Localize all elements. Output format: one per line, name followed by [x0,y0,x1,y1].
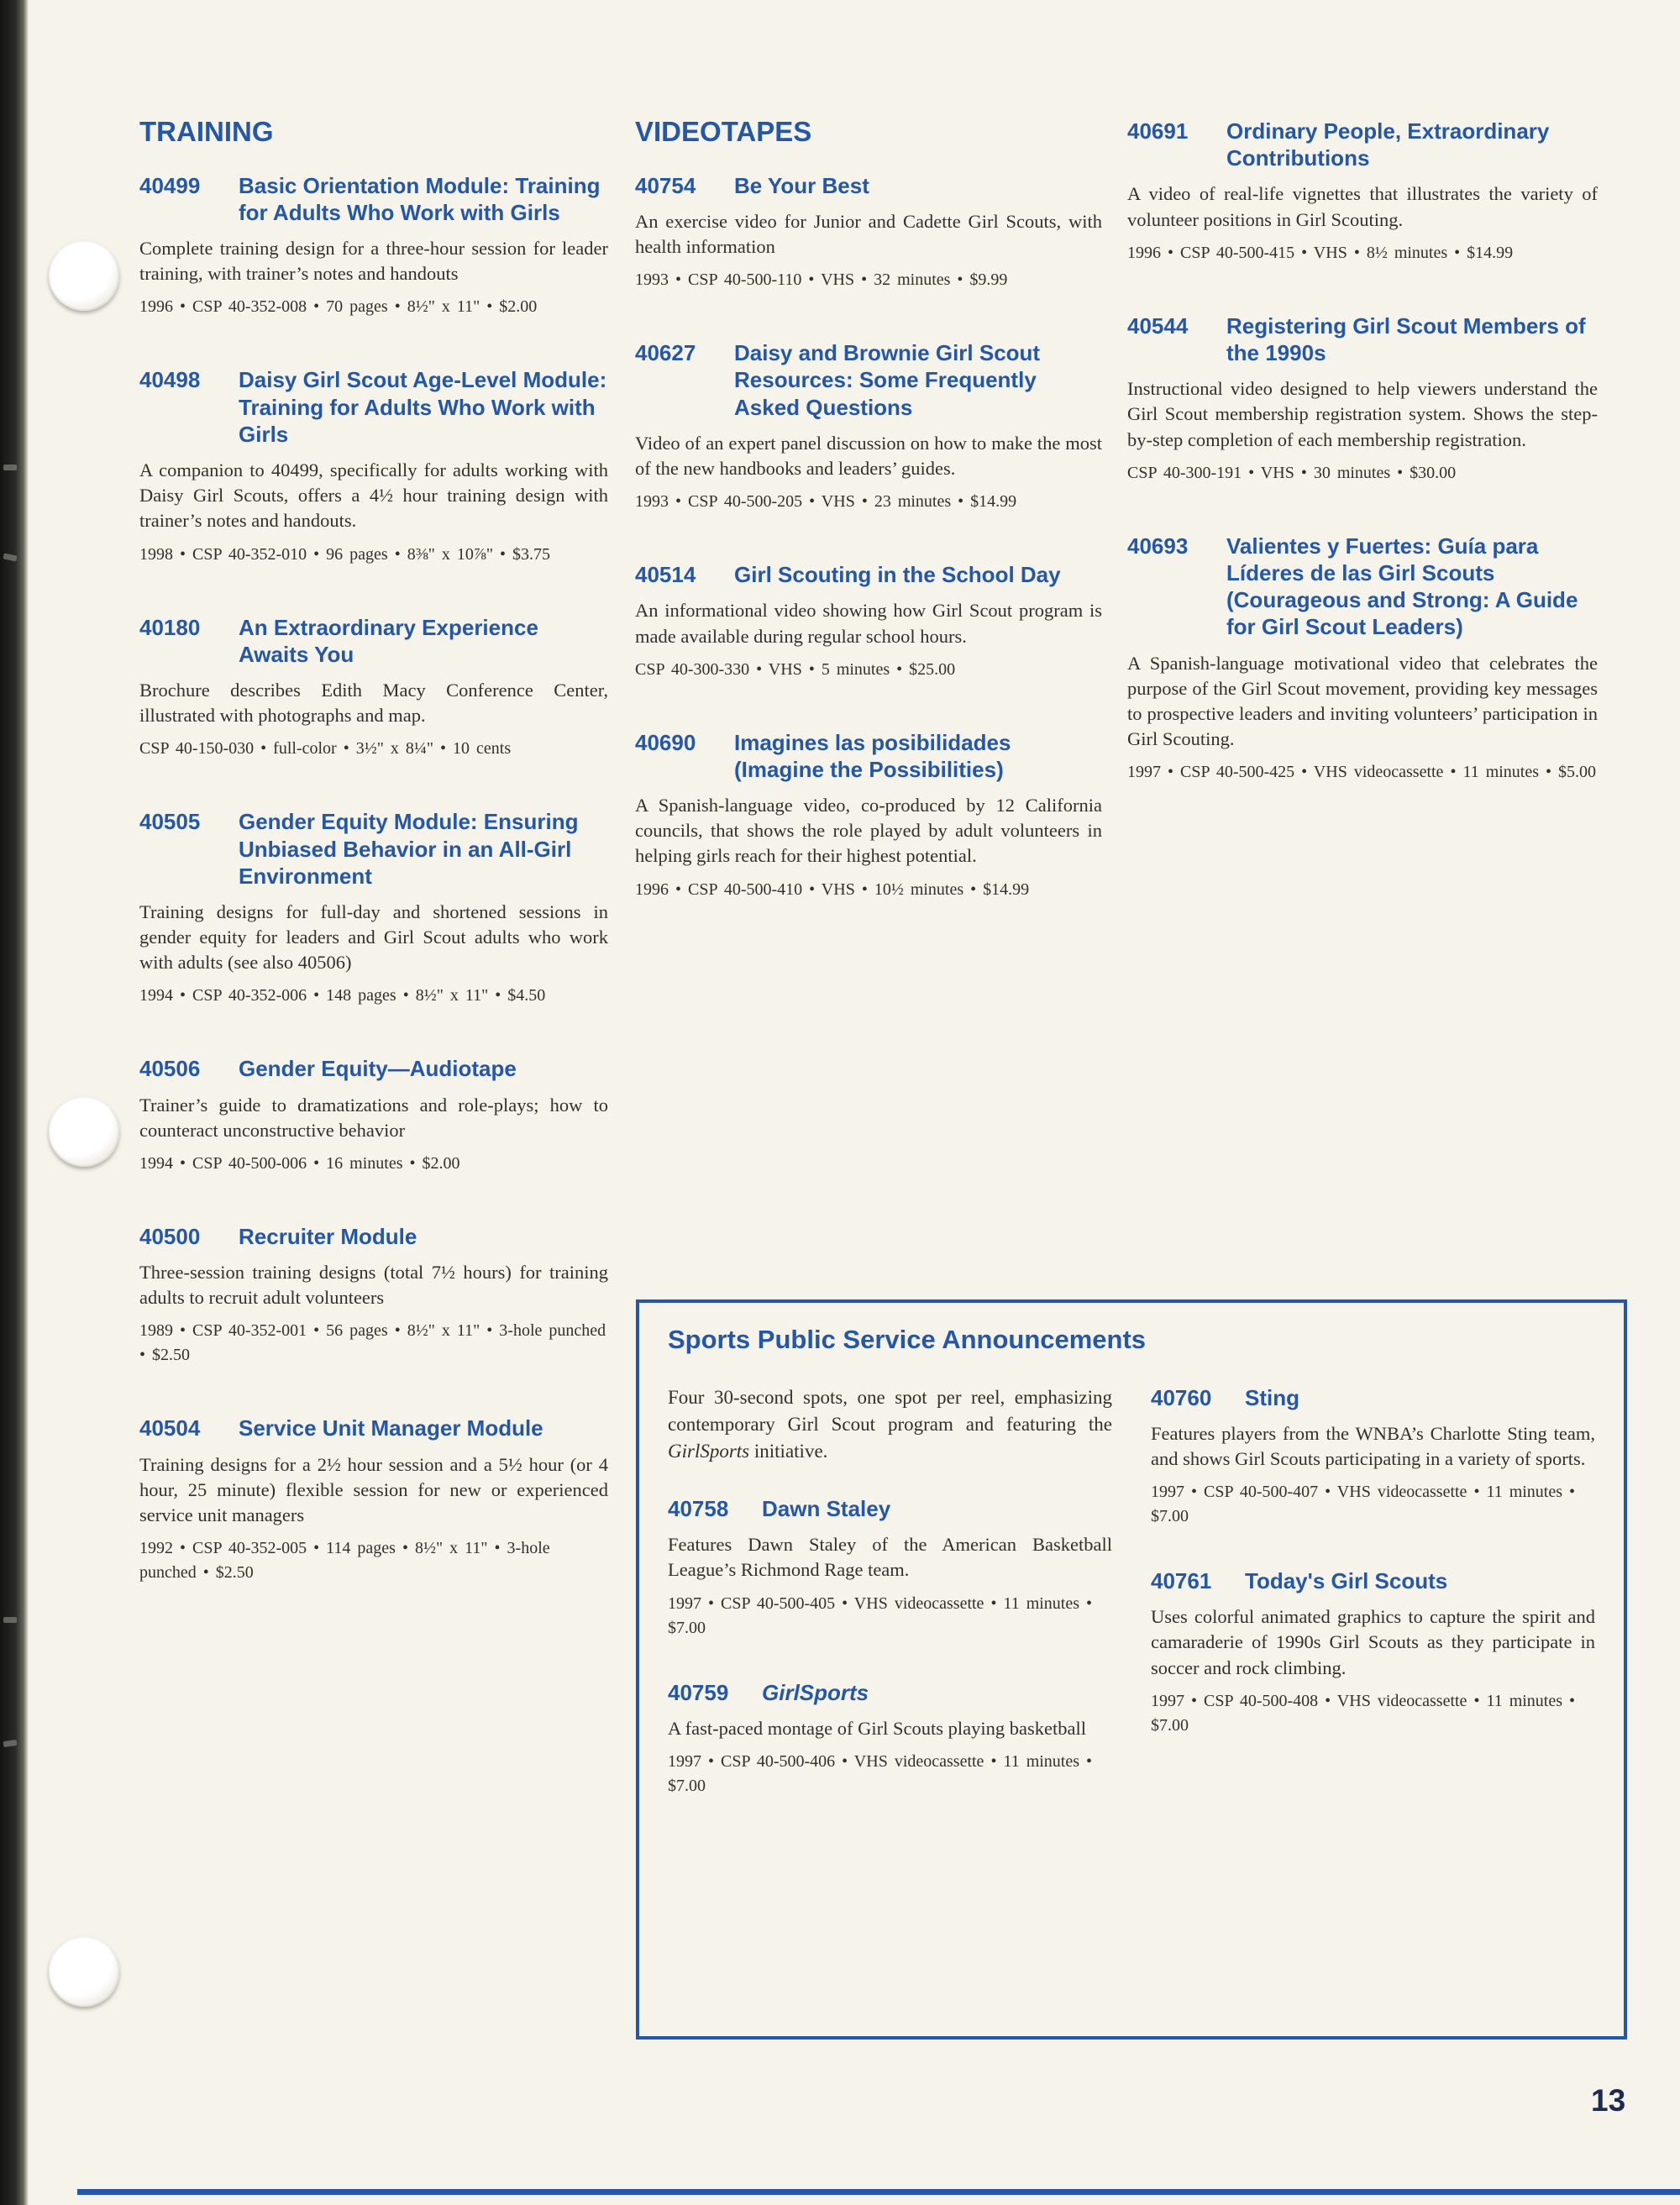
catalog-item-40499 [139,172,608,320]
bottom-rule [77,2189,1680,2195]
catalog-item-40498 [139,366,608,566]
item-details: 1997 • CSP 40-500-425 • VHS videocassette • 11 minutes • $5.00 [1127,763,1597,782]
catalog-item-40505 [139,808,608,1008]
sports-box-columns [668,1384,1595,1837]
item-details: 1997 • CSP 40-500-407 • VHS videocassette • 11 minutes • $7.00 [1151,1483,1576,1526]
item-heading [635,729,1102,783]
item-details: 1997 • CSP 40-500-406 • VHS videocassette • 11 minutes • $7.00 [668,1752,1093,1795]
item-number: 40761 [1151,1568,1212,1594]
item-number: 40499 [139,172,201,198]
item-number: 40760 [1151,1384,1212,1410]
item-title: Sting [1245,1384,1299,1410]
catalog-item-40758 [668,1495,1112,1641]
item-title: Today's Girl Scouts [1245,1568,1448,1594]
punch-hole [49,240,119,311]
catalog-item-40544 [1127,312,1598,486]
item-number: 40759 [668,1679,729,1705]
sports-intro-girlsports: GirlSports [668,1440,750,1462]
item-title: Service Unit Manager Module [239,1415,543,1441]
item-number: 40691 [1127,118,1189,144]
item-title: Girl Scouting in the School Day [734,562,1061,588]
item-number: 40544 [1127,312,1189,339]
catalog-item-40759 [668,1679,1112,1798]
item-description: Training designs for a 2½ hour session and a 5½ hour (or 4 hour, 25 minute) flexible session for new or experienced service unit managers [139,1453,608,1525]
item-heading [139,1415,608,1441]
item-title: Valientes y Fuertes: Guía para Líderes de las Girl Scouts (Courageous and Strong: A Guide for Girl Scout Leaders) [1226,533,1578,640]
item-details: 1992 • CSP 40-352-005 • 114 pages • 8½" x 11" • 3-hole punched • $2.50 [139,1539,550,1583]
item-heading [139,172,608,226]
videotapes-column-continued [1127,118,1598,832]
item-heading [1127,118,1598,171]
item-details: 1993 • CSP 40-500-205 • VHS • 23 minutes • $14.99 [635,492,1017,512]
item-heading [1151,1384,1595,1411]
item-heading [139,808,608,890]
item-heading [635,561,1102,588]
item-description: Video of an expert panel discussion on how to make the most of the new handbooks and leaders’ guides. [635,432,1102,479]
item-details: 1998 • CSP 40-352-010 • 96 pages • 8⅜" x 10⅞" • $3.75 [139,544,551,564]
item-description: A fast-paced montage of Girl Scouts playing basketball [668,1717,1086,1739]
punch-hole [49,1096,119,1167]
catalog-item-40691 [1127,118,1598,265]
item-title: Gender Equity Module: Ensuring Unbiased Behavior in an All-Girl Environment [239,809,579,889]
sports-intro [668,1384,1112,1466]
item-title: GirlSports [762,1679,869,1705]
scan-mark [3,1617,17,1623]
item-description: Uses colorful animated graphics to capture the spirit and camaraderie of 1990s Girl Scouts as they participate in soccer and rock climbing. [1151,1606,1595,1678]
item-details: CSP 40-300-330 • VHS • 5 minutes • $25.00 [635,659,956,679]
item-number: 40506 [139,1056,201,1082]
item-title: Ordinary People, Extraordinary Contributions [1226,118,1550,171]
item-description: Brochure describes Edith Macy Conference Center, illustrated with photographs and map. [139,679,608,727]
sports-intro-text: initiative. [749,1440,828,1462]
catalog-item-40500 [139,1223,608,1368]
catalog-item-40627 [635,339,1102,514]
item-details: 1996 • CSP 40-352-008 • 70 pages • 8½" x 11" • $2.00 [139,297,538,317]
item-number: 40180 [139,614,201,640]
item-heading [635,339,1102,421]
item-description: Training designs for full-day and shortened sessions in gender equity for leaders and Girl Scout adults who work with adults (see also 40506) [139,900,608,974]
catalog-item-40693 [1127,533,1598,785]
item-description: A Spanish-language motivational video that celebrates the purpose of the Girl Scout movement, providing key messages to prospective leaders and inviting volunteers’ participation in Girl Scouting. [1127,652,1598,749]
item-description: Trainer’s guide to dramatizations and role-plays; how to counteract unconstructive behavior [139,1094,608,1141]
item-title: Recruiter Module [239,1223,417,1249]
item-number: 40504 [139,1415,201,1441]
item-details: 1994 • CSP 40-500-006 • 16 minutes • $2.00 [139,1153,460,1173]
binding-edge [0,0,29,2205]
item-title: Basic Orientation Module: Training for Adults Who Work with Girls [239,172,601,225]
item-title: An Extraordinary Experience Awaits You [239,614,538,667]
item-title: Daisy and Brownie Girl Scout Resources: Some Frequently Asked Questions [734,340,1041,420]
item-heading [1151,1567,1595,1594]
item-description: An informational video showing how Girl Scout program is made available during regular school hours. [635,600,1102,647]
item-title: Gender Equity—Audiotape [239,1056,517,1082]
scan-mark [3,465,17,470]
item-title: Dawn Staley [762,1496,891,1522]
catalog-item-40514 [635,561,1102,682]
item-number: 40514 [635,562,696,588]
sports-box-left-column [668,1384,1112,1837]
catalog-item-40506 [139,1055,608,1176]
training-column [139,118,608,1632]
item-heading [1127,533,1598,641]
item-number: 40754 [635,172,696,198]
item-number: 40693 [1127,533,1189,559]
section-heading-videotapes: VIDEOTAPES [635,116,812,147]
catalog-item-40504 [139,1415,608,1585]
catalog-item-40690 [635,729,1102,902]
catalog-item-40180 [139,614,608,762]
sports-intro-text: Four 30-second spots, one spot per reel, emphasizing contemporary Girl Scout program and featuring the [668,1386,1112,1435]
item-description: A video of real-life vignettes that illustrates the variety of volunteer positions in Girl Scouting. [1127,183,1598,230]
videotapes-column [635,118,1102,949]
item-description: Three-session training designs (total 7½ hours) for training adults to recruit adult volunteers [139,1262,608,1309]
item-details: 1993 • CSP 40-500-110 • VHS • 32 minutes • $9.99 [635,270,1008,290]
item-title: Registering Girl Scout Members of the 1990s [1226,312,1586,365]
catalog-item-40761 [1151,1567,1595,1738]
catalog-item-40760 [1151,1384,1595,1530]
item-description: Features Dawn Staley of the American Basketball League’s Richmond Rage team. [668,1534,1112,1581]
item-description: Features players from the WNBA’s Charlotte Sting team, and shows Girl Scouts participating in a variety of sports. [1151,1422,1595,1469]
item-details: CSP 40-150-030 • full-color • 3½" x 8¼" • 10 cents [139,739,512,759]
item-heading [139,1223,608,1250]
item-number: 40498 [139,367,201,393]
item-number: 40690 [635,729,696,755]
section-heading-training: TRAINING [139,116,274,147]
item-number: 40500 [139,1223,201,1249]
sports-box-right-column [1151,1384,1595,1837]
catalog-item-40754 [635,172,1102,293]
item-details: CSP 40-300-191 • VHS • 30 minutes • $30.00 [1127,463,1457,482]
item-heading [668,1679,1112,1706]
item-details: 1997 • CSP 40-500-408 • VHS videocassette • 11 minutes • $7.00 [1151,1691,1576,1735]
item-heading [139,614,608,668]
item-details: 1996 • CSP 40-500-415 • VHS • 8½ minutes • $14.99 [1127,243,1514,262]
item-details: 1996 • CSP 40-500-410 • VHS • 10½ minutes • $14.99 [635,879,1030,899]
item-heading [635,172,1102,199]
item-heading [139,366,608,448]
item-description: Instructional video designed to help viewers understand the Girl Scout membership registration system. Shows the step-by-step completion of each membership registration. [1127,378,1598,450]
item-number: 40505 [139,809,201,835]
item-title: Imagines las posibilidades (Imagine the Possibilities) [734,729,1011,782]
item-number: 40627 [635,340,696,366]
item-heading [139,1055,608,1082]
item-details: 1997 • CSP 40-500-405 • VHS videocassette • 11 minutes • $7.00 [668,1593,1093,1637]
page-number: 13 [1591,2083,1626,2118]
item-description: Complete training design for a three-hour session for leader training, with trainer’s notes and handouts [139,238,608,285]
punch-hole [49,1936,119,2007]
item-title: Be Your Best [734,172,869,198]
item-title: Daisy Girl Scout Age-Level Module: Training for Adults Who Work with Girls [239,367,607,447]
item-description: An exercise video for Junior and Cadette Girl Scouts, with health information [635,210,1102,258]
item-heading [1127,312,1598,366]
sports-psa-box [636,1299,1627,2040]
item-description: A Spanish-language video, co-produced by 12 California councils, that shows the role played by adult volunteers in helping girls reach for their highest potential. [635,795,1102,867]
item-details: 1989 • CSP 40-352-001 • 56 pages • 8½" x 11" • 3-hole punched • $2.50 [139,1321,606,1365]
item-number: 40758 [668,1496,729,1522]
item-heading [668,1495,1112,1522]
item-description: A companion to 40499, specifically for adults working with Daisy Girl Scouts, offers a 4½ hour training design with trainer’s notes and handouts. [139,459,608,532]
item-details: 1994 • CSP 40-352-006 • 148 pages • 8½" x 11" • $4.50 [139,986,546,1005]
sports-box-heading: Sports Public Service Announcements [668,1325,1147,1354]
